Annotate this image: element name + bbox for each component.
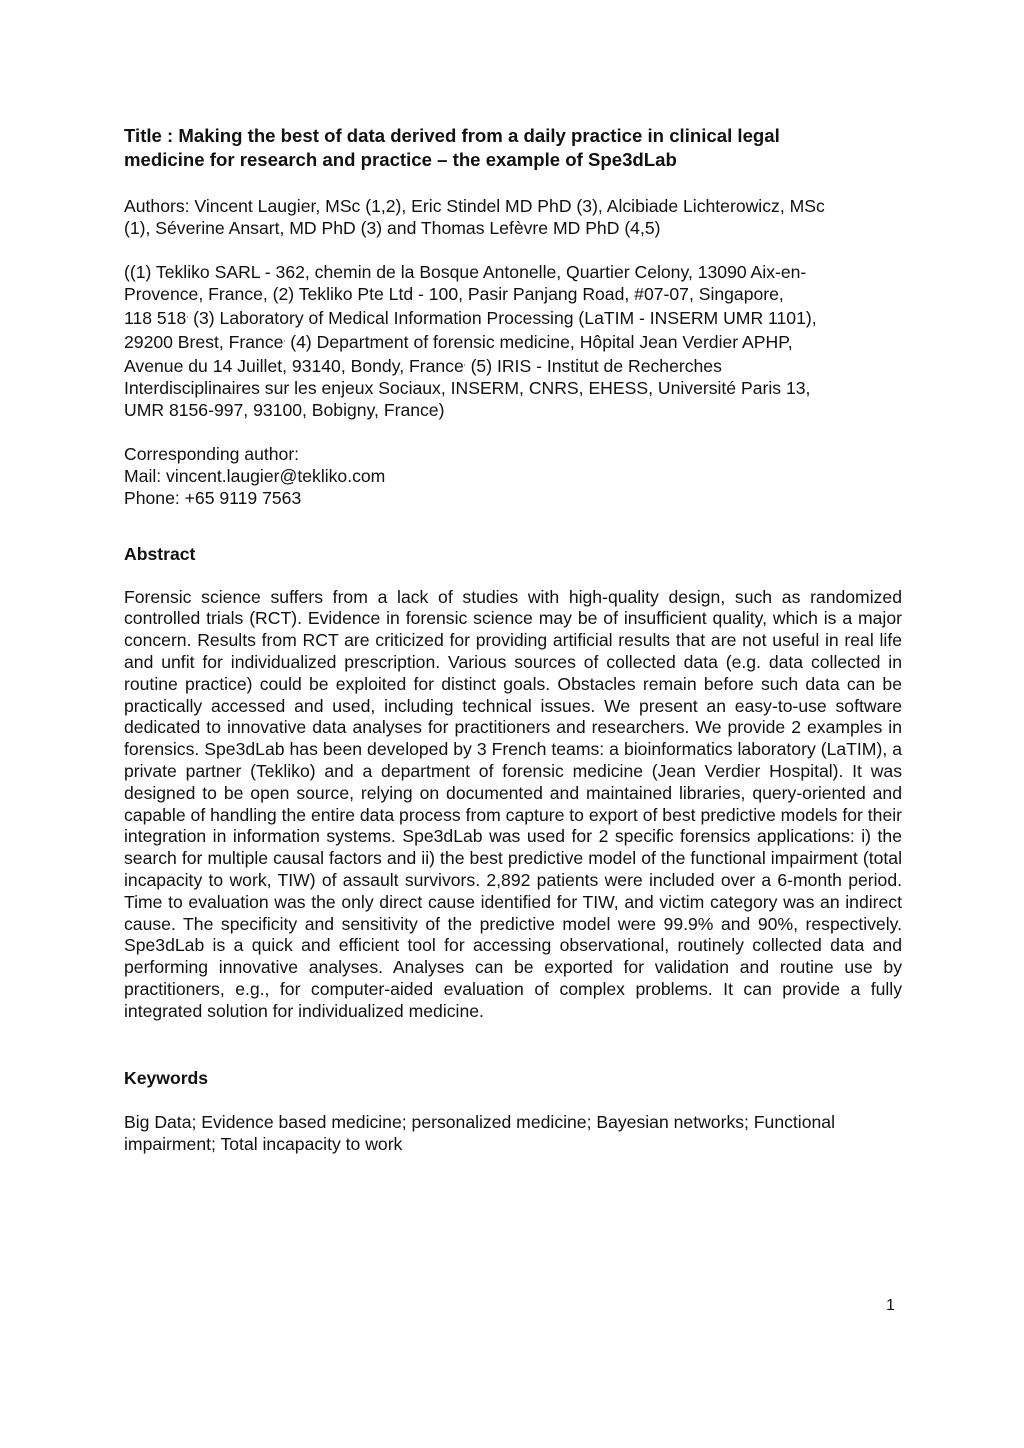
paper-page <box>124 124 902 1155</box>
corresponding-author <box>124 443 902 509</box>
corresponding-phone: Phone: +65 9119 7563 <box>124 487 302 508</box>
affiliation-line <box>124 353 902 377</box>
keywords-text <box>124 1111 902 1155</box>
keywords-heading: Keywords <box>124 1067 209 1088</box>
affiliation-text: 29200 Brest, France <box>124 331 284 352</box>
authors-line: (1), Séverine Ansart, MD PhD (3) and Thomas Lefèvre MD PhD (4,5) <box>124 218 661 238</box>
page-number: 1 <box>886 1297 895 1314</box>
affiliation-text: (3) Laboratory of Medical Information Processing (LaTIM - INSERM UMR 1101), <box>188 307 817 328</box>
paper-title <box>124 124 902 172</box>
affiliation-line: Interdisciplinaires sur les enjeux Sociaux, INSERM, CNRS, EHESS, Université Paris 13, <box>124 377 811 398</box>
keywords-line: Big Data; Evidence based medicine; personalized medicine; Bayesian networks; Functional <box>124 1111 835 1132</box>
affiliation-line <box>124 305 902 329</box>
authors <box>124 195 902 239</box>
affiliation-separator: , <box>186 312 189 319</box>
abstract-text: Forensic science suffers from a lack of studies with high-quality design, such as randomized controlled trials (RCT). Evidence in forensic science may be of insufficient quality, which is a major concern. Results from RCT are criticized for providing artificial results that are not useful in real life and unfit for individualized prescription. Various sources of collected data (e.g. data collected in routine practice) could be exploited for distinct goals. Obstacles remain before such data can be practically accessed and used, including technical issues. We present an easy-to-use software dedicated to innovative data analyses for practitioners and researchers. We provide 2 examples in forensics. Spe3dLab has been developed by 3 French teams: a bioinformatics laboratory (LaTIM), a private partner (Tekliko) and a department of forensic medicine (Jean Verdier Hospital). It was designed to be open source, relying on documented and maintained libraries, query-oriented and capable of handling the entire data process from capture to export of best predictive models for their integration in information systems. Spe3dLab was used for 2 specific forensics applications: i) the search for multiple causal factors and ii) the best predictive model of the functional impairment (total incapacity to work, TIW) of assault survivors. 2,892 patients were included over a 6-month period. Time to evaluation was the only direct cause identified for TIW, and victim category was an indirect cause. The specificity and sensitivity of the predictive model were 99.9% and 90%, respectively. Spe3dLab is a quick and efficient tool for accessing observational, routinely collected data and performing innovative analyses. Analyses can be exported for validation and routine use by practitioners, e.g., for computer-aided evaluation of complex problems. It can provide a fully integrated solution for individualized medicine. <box>124 586 902 1021</box>
authors-line: Authors: Vincent Laugier, MSc (1,2), Eric Stindel MD PhD (3), Alcibiade Lichterowicz, MSc <box>124 196 825 216</box>
affiliation-text: (4) Department of forensic medicine, Hôpital Jean Verdier APHP, <box>285 331 793 352</box>
affiliation-line: Provence, France, (2) Tekliko Pte Ltd - 100, Pasir Panjang Road, #07-07, Singapore, <box>124 284 784 304</box>
affiliation-text: 118 518 <box>124 307 187 328</box>
affiliation-separator: , <box>283 335 286 343</box>
affiliation-line: ((1) Tekliko SARL - 362, chemin de la Bosque Antonelle, Quartier Celony, 13090 Aix-en- <box>124 262 807 282</box>
affiliation-text: Avenue du 14 Juillet, 93140, Bondy, France <box>124 355 464 376</box>
affiliation-text: (5) IRIS - Institut de Recherches <box>465 355 722 376</box>
corresponding-mail: Mail: vincent.laugier@tekliko.com <box>124 465 386 486</box>
keywords-line: impairment; Total incapacity to work <box>124 1133 403 1154</box>
abstract-heading: Abstract <box>124 543 196 564</box>
affiliation-line <box>124 329 902 353</box>
affiliations <box>124 261 902 421</box>
affiliation-line: UMR 8156-997, 93100, Bobigny, France) <box>124 399 445 420</box>
corresponding-label: Corresponding author: <box>124 443 300 464</box>
affiliation-separator: , <box>463 359 466 367</box>
title-line: Title : Making the best of data derived from a daily practice in clinical legal <box>124 125 780 146</box>
title-line: medicine for research and practice – the example of Spe3dLab <box>124 149 677 170</box>
